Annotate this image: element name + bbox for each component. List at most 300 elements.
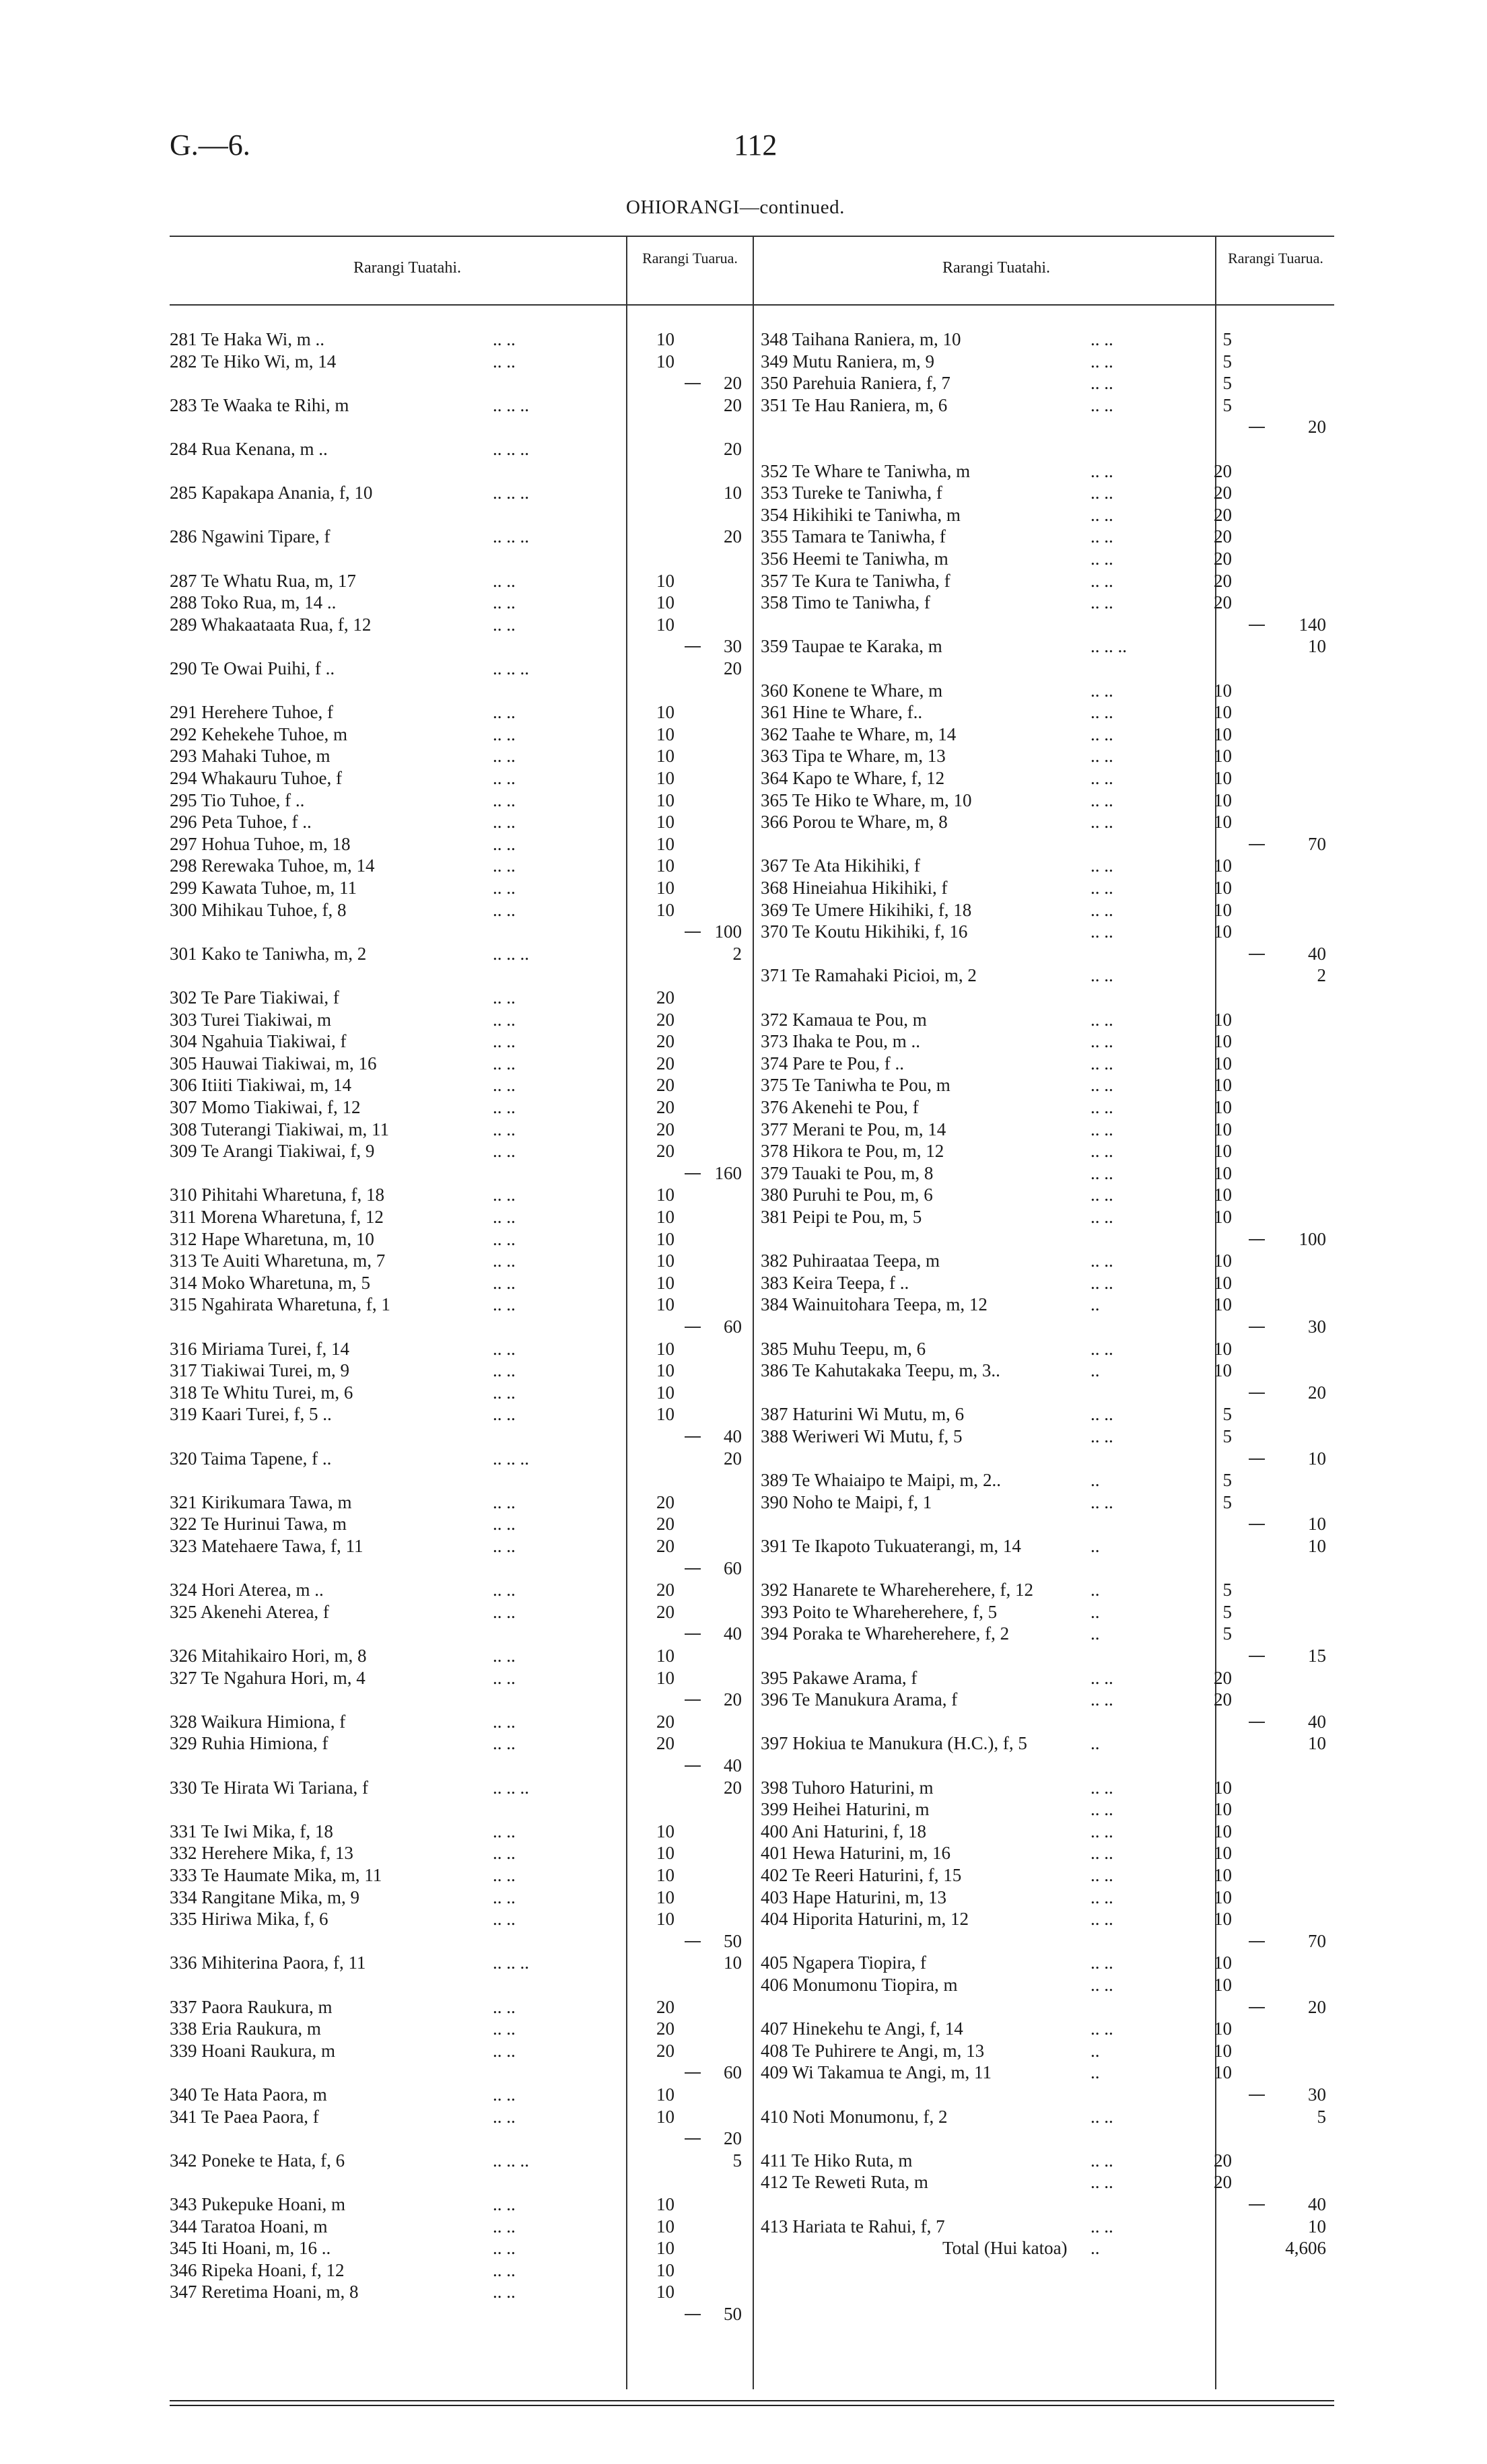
- entry-name: 385 Muhu Teepu, m, 6: [761, 1338, 926, 1359]
- entry-name: 285 Kapakapa Anania, f, 10: [170, 483, 373, 503]
- table-row: [761, 1623, 1334, 1645]
- subtotal-row: [170, 921, 749, 943]
- share-value: 10: [1214, 1097, 1232, 1117]
- leader-dots: .. .. ..: [493, 394, 529, 415]
- entry-name: 395 Pakawe Arama, f: [761, 1667, 918, 1688]
- entry-name: 320 Taima Tapene, f ..: [170, 1448, 332, 1469]
- share-value: 10: [656, 1843, 675, 1864]
- spacer-row: [170, 1469, 749, 1491]
- leader-dots: .. ..: [1091, 2150, 1113, 2171]
- leader-dots: .. ..: [493, 1294, 516, 1315]
- share-value: 20: [656, 1053, 675, 1073]
- table-row: [761, 1491, 1334, 1514]
- table-row: [761, 504, 1334, 526]
- entry-name: 292 Kehekehe Tuhoe, m: [170, 724, 347, 744]
- entry-name: 314 Moko Wharetuna, m, 5: [170, 1272, 370, 1293]
- document-reference: G.—6.: [170, 129, 250, 162]
- entry-name: 336 Mihiterina Paora, f, 11: [170, 1952, 366, 1973]
- table-row: [761, 1425, 1334, 1448]
- table-row: [170, 2216, 749, 2238]
- table-row: [761, 1535, 1334, 1557]
- table-row: [761, 1119, 1334, 1141]
- subtotal-value: 40: [1308, 1711, 1326, 1732]
- subtotal-dash: [685, 931, 701, 933]
- table-row: [170, 1030, 749, 1053]
- share-value: 20: [656, 1097, 675, 1117]
- entry-name: 369 Te Umere Hikihiki, f, 18: [761, 899, 972, 920]
- table-row: [761, 1601, 1334, 1623]
- share-value: 20: [656, 1491, 675, 1512]
- leader-dots: .. ..: [1091, 373, 1113, 394]
- table-row: [761, 2106, 1334, 2128]
- entry-name: 362 Taahe te Whare, m, 14: [761, 724, 957, 744]
- entry-name: 310 Pihitahi Wharetuna, f, 18: [170, 1185, 384, 1205]
- table-row: [761, 899, 1334, 921]
- table-row: [170, 987, 749, 1009]
- table-row: [761, 548, 1334, 570]
- leader-dots: .. ..: [493, 1404, 516, 1425]
- share-value: 10: [656, 329, 675, 349]
- leader-dots: .. ..: [493, 812, 516, 833]
- entry-name: 313 Te Auiti Wharetuna, m, 7: [170, 1251, 386, 1271]
- share-value: 10: [656, 1667, 675, 1688]
- table-row: [170, 833, 749, 855]
- leader-dots: .. ..: [1091, 592, 1113, 613]
- share-value: 10: [656, 855, 675, 876]
- table-row: [761, 1579, 1334, 1601]
- subtotal-row: [170, 1162, 749, 1185]
- subtotal-row: [761, 1382, 1334, 1404]
- subtotal-row: [170, 1316, 749, 1338]
- subtotal-value: 160: [714, 1162, 742, 1183]
- leader-dots: .. ..: [493, 1009, 516, 1030]
- entry-name: 318 Te Whitu Turei, m, 6: [170, 1382, 353, 1403]
- table-row: [761, 680, 1334, 702]
- entry-name: 394 Poraka te Whareherehere, f, 2: [761, 1623, 1010, 1644]
- leader-dots: .. ..: [1091, 921, 1113, 942]
- table-row: [170, 1250, 749, 1272]
- spacer-row: [170, 1798, 749, 1821]
- entry-name: 328 Waikura Himiona, f: [170, 1711, 346, 1732]
- table-row: [170, 482, 749, 504]
- table-row: [761, 964, 1334, 987]
- entry-name: 384 Wainuitohara Teepa, m, 12: [761, 1294, 988, 1315]
- share-value: 10: [1214, 1952, 1232, 1973]
- entry-name: Total (Hui katoa): [942, 2238, 1068, 2259]
- share-value: 10: [1214, 1887, 1232, 1907]
- share-value: 10: [656, 1251, 675, 1271]
- leader-dots: .. ..: [1091, 483, 1113, 503]
- share-value: 10: [1214, 1865, 1232, 1885]
- entry-name: 331 Te Iwi Mika, f, 18: [170, 1821, 333, 1841]
- share-value: 10: [656, 1360, 675, 1381]
- table-row: [761, 635, 1334, 658]
- entry-name: 299 Kawata Tuhoe, m, 11: [170, 878, 357, 898]
- leader-dots: ..: [1091, 1360, 1100, 1381]
- subtotal-dash: [1249, 2095, 1265, 2096]
- leader-dots: .. ..: [493, 833, 516, 854]
- table-row: [761, 811, 1334, 833]
- table-row: [761, 701, 1334, 724]
- subtotal-dash: [685, 1941, 701, 1942]
- leader-dots: .. ..: [1091, 1097, 1113, 1117]
- entry-name: 376 Akenehi te Pou, f: [761, 1097, 919, 1117]
- entry-name: 307 Momo Tiakiwai, f, 12: [170, 1097, 361, 1117]
- table-row: [170, 855, 749, 877]
- entry-name: 398 Tuhoro Haturini, m: [761, 1777, 934, 1798]
- leader-dots: .. ..: [1091, 1865, 1113, 1885]
- subtotal-value: 40: [1308, 2194, 1326, 2214]
- table-row: [761, 1842, 1334, 1864]
- table-row: [170, 614, 749, 636]
- subtotal-value: 100: [1299, 1228, 1326, 1249]
- spacer-row: [170, 416, 749, 438]
- share-value: 10: [1214, 1777, 1232, 1798]
- entry-name: 340 Te Hata Paora, m: [170, 2084, 327, 2105]
- subtotal-dash: [685, 1327, 701, 1328]
- leader-dots: .. ..: [493, 987, 516, 1008]
- subtotal-row: [761, 2193, 1334, 2216]
- share-value: 10: [656, 1404, 675, 1425]
- entry-name: 321 Kirikumara Tawa, m: [170, 1491, 352, 1512]
- share-value: 10: [1214, 1207, 1232, 1227]
- entry-name: 330 Te Hirata Wi Tariana, f: [170, 1777, 369, 1798]
- entry-name: 381 Peipi te Pou, m, 5: [761, 1207, 922, 1227]
- share-value: 10: [1214, 1909, 1232, 1930]
- subtotal-value: 5: [732, 2150, 742, 2171]
- leader-dots: .. ..: [1091, 1119, 1113, 1139]
- table-row: [170, 1294, 749, 1316]
- leader-dots: .. .. ..: [493, 439, 529, 459]
- table-row: [761, 460, 1334, 483]
- entry-name: 291 Herehere Tuhoe, f: [170, 702, 333, 723]
- table-row: [761, 1360, 1334, 1382]
- entry-name: 319 Kaari Turei, f, 5 ..: [170, 1404, 332, 1425]
- entry-name: 343 Pukepuke Hoani, m: [170, 2194, 345, 2214]
- share-value: 10: [1214, 680, 1232, 701]
- table-row: [170, 1360, 749, 1382]
- spacer-row: [761, 658, 1334, 680]
- leader-dots: .. ..: [493, 1097, 516, 1117]
- entry-name: 349 Mutu Raniera, m, 9: [761, 351, 934, 372]
- entry-name: 309 Te Arangi Tiakiwai, f, 9: [170, 1141, 375, 1162]
- share-value: 10: [656, 1228, 675, 1249]
- entry-name: 298 Rerewaka Tuhoe, m, 14: [170, 855, 375, 876]
- share-value: 10: [1214, 899, 1232, 920]
- leader-dots: .. ..: [1091, 1251, 1113, 1271]
- subtotal-dash: [1249, 1656, 1265, 1657]
- entry-name: 352 Te Whare te Taniwha, m: [761, 460, 971, 481]
- entry-name: 348 Taihana Raniera, m, 10: [761, 329, 961, 349]
- subtotal-value: 70: [1308, 1930, 1326, 1951]
- entry-name: 412 Te Reweti Ruta, m: [761, 2172, 928, 2193]
- table-row: [761, 328, 1334, 351]
- entry-name: 281 Te Haka Wi, m ..: [170, 329, 324, 349]
- entry-name: 338 Eria Raukura, m: [170, 2018, 321, 2039]
- leader-dots: .. ..: [493, 351, 516, 372]
- table-row: [170, 1908, 749, 1930]
- subtotal-dash: [1249, 1327, 1265, 1328]
- subtotal-row: [761, 1711, 1334, 1733]
- leader-dots: .. ..: [1091, 1821, 1113, 1841]
- subtotal-value: 2: [1317, 965, 1326, 986]
- table-row: [170, 1184, 749, 1206]
- leader-dots: .. ..: [493, 1711, 516, 1732]
- share-value: 20: [656, 1141, 675, 1162]
- table-row: [761, 2062, 1334, 2084]
- entry-name: 410 Noti Monumonu, f, 2: [761, 2106, 948, 2127]
- subtotal-value: 30: [1308, 1316, 1326, 1337]
- share-value: 10: [656, 702, 675, 723]
- subtotal-value: 10: [724, 1952, 742, 1973]
- leader-dots: .. ..: [493, 1251, 516, 1271]
- share-value: 10: [656, 2216, 675, 2237]
- share-value: 10: [656, 351, 675, 372]
- leader-dots: .. .. ..: [493, 483, 529, 503]
- share-value: 10: [656, 746, 675, 767]
- entry-name: 391 Te Ikapoto Tukuaterangi, m, 14: [761, 1536, 1021, 1556]
- share-value: 10: [656, 724, 675, 744]
- share-value: 10: [1214, 812, 1232, 833]
- entry-name: 337 Paora Raukura, m: [170, 1996, 333, 2017]
- leader-dots: .. ..: [1091, 724, 1113, 744]
- entry-name: 409 Wi Takamua te Angi, m, 11: [761, 2062, 992, 2083]
- entry-name: 350 Parehuia Raniera, f, 7: [761, 373, 950, 394]
- leader-dots: .. ..: [493, 1075, 516, 1096]
- entry-name: 322 Te Hurinui Tawa, m: [170, 1514, 347, 1535]
- subtotal-value: 2: [732, 943, 742, 964]
- spacer-row: [170, 964, 749, 987]
- leader-dots: .. ..: [493, 878, 516, 898]
- right-name-header: Rarangi Tuatahi.: [942, 259, 1050, 277]
- leader-dots: .. ..: [1091, 1031, 1113, 1052]
- share-value: 5: [1222, 394, 1232, 415]
- subtotal-dash: [1249, 954, 1265, 955]
- leader-dots: .. ..: [493, 1821, 516, 1841]
- leader-dots: ..: [1091, 2062, 1100, 2083]
- leader-dots: .. ..: [493, 1382, 516, 1403]
- table-row: [170, 877, 749, 899]
- leader-dots: .. ..: [493, 1360, 516, 1381]
- entry-name: 288 Toko Rua, m, 14 ..: [170, 592, 337, 613]
- spacer-row: [170, 460, 749, 483]
- leader-dots: .. ..: [1091, 1975, 1113, 1995]
- entry-name: 345 Iti Hoani, m, 16 ..: [170, 2238, 331, 2259]
- table-top-rule: [170, 236, 1334, 237]
- leader-dots: .. ..: [493, 614, 516, 635]
- subtotal-dash: [1249, 1722, 1265, 1723]
- leader-dots: .. ..: [493, 724, 516, 744]
- leader-dots: .. ..: [493, 1601, 516, 1622]
- share-value: 10: [656, 1207, 675, 1227]
- table-row: [170, 1074, 749, 1096]
- table-row: [761, 1206, 1334, 1228]
- table-row: [170, 328, 749, 351]
- table-row: [170, 438, 749, 460]
- table-row: [170, 526, 749, 548]
- table-row: [761, 570, 1334, 592]
- table-row: [170, 2259, 749, 2282]
- table-row: [761, 1009, 1334, 1031]
- subtotal-value: 60: [724, 2062, 742, 2083]
- table-row: [170, 2018, 749, 2040]
- leader-dots: .. ..: [493, 1909, 516, 1930]
- leader-dots: ..: [1091, 1580, 1100, 1600]
- entry-name: 304 Ngahuia Tiakiwai, f: [170, 1031, 347, 1052]
- entry-name: 396 Te Manukura Arama, f: [761, 1689, 958, 1710]
- leader-dots: ..: [1091, 1470, 1100, 1491]
- leader-dots: .. ..: [1091, 965, 1113, 986]
- table-row: [170, 2040, 749, 2062]
- entry-name: 341 Te Paea Paora, f: [170, 2106, 319, 2127]
- subtotal-value: 10: [1308, 2216, 1326, 2237]
- subtotal-value: 140: [1299, 614, 1326, 635]
- share-value: 10: [1214, 2062, 1232, 2083]
- subtotal-row: [170, 1755, 749, 1777]
- table-row: [761, 592, 1334, 614]
- share-value: 20: [656, 1031, 675, 1052]
- subtotal-dash: [1249, 1393, 1265, 1394]
- entry-name: 346 Ripeka Hoani, f, 12: [170, 2259, 345, 2280]
- entry-name: 413 Hariata te Rahui, f, 7: [761, 2216, 945, 2237]
- subtotal-value: 40: [724, 1755, 742, 1775]
- leader-dots: .. ..: [1091, 2018, 1113, 2039]
- table-row: [761, 1798, 1334, 1821]
- entry-name: 366 Porou te Whare, m, 8: [761, 812, 948, 833]
- subtotal-row: [761, 1228, 1334, 1251]
- subtotal-row: [761, 833, 1334, 855]
- share-value: 20: [1214, 504, 1232, 525]
- subtotal-dash: [685, 646, 701, 647]
- leader-dots: .. .. ..: [493, 1777, 529, 1798]
- subtotal-dash: [685, 1699, 701, 1701]
- table-row: [170, 1228, 749, 1251]
- entry-name: 377 Merani te Pou, m, 14: [761, 1119, 946, 1139]
- subtotal-row: [170, 372, 749, 394]
- spacer-row: [761, 1557, 1334, 1580]
- entry-name: 402 Te Reeri Haturini, f, 15: [761, 1865, 962, 1885]
- entry-name: 405 Ngapera Tiopira, f: [761, 1952, 926, 1973]
- entry-name: 327 Te Ngahura Hori, m, 4: [170, 1667, 366, 1688]
- total-row: [761, 2237, 1334, 2259]
- leader-dots: .. ..: [493, 1031, 516, 1052]
- share-value: 10: [656, 2282, 675, 2302]
- subtotal-value: 15: [1308, 1646, 1326, 1666]
- share-value: 10: [1214, 1360, 1232, 1381]
- share-value: 5: [1222, 1491, 1232, 1512]
- leader-dots: .. ..: [493, 789, 516, 810]
- share-value: 10: [1214, 789, 1232, 810]
- subtotal-dash: [685, 1765, 701, 1767]
- share-value: 20: [1214, 570, 1232, 591]
- share-value: 20: [1214, 526, 1232, 547]
- leader-dots: .. ..: [1091, 526, 1113, 547]
- grand-total-value: 4,606: [1285, 2238, 1326, 2259]
- leader-dots: .. ..: [493, 2216, 516, 2237]
- entry-name: 379 Tauaki te Pou, m, 8: [761, 1162, 934, 1183]
- table-row: [170, 1601, 749, 1623]
- entry-name: 333 Te Haumate Mika, m, 11: [170, 1865, 382, 1885]
- share-value: 10: [656, 768, 675, 788]
- entry-name: 334 Rangitane Mika, m, 9: [170, 1887, 359, 1907]
- share-value: 10: [656, 2084, 675, 2105]
- share-value: 10: [1214, 1821, 1232, 1841]
- subtotal-dash: [685, 2072, 701, 2074]
- share-value: 10: [656, 1887, 675, 1907]
- leader-dots: .. ..: [493, 592, 516, 613]
- table-row: [761, 482, 1334, 504]
- leader-dots: ..: [1091, 2040, 1100, 2061]
- entry-name: 363 Tipa te Whare, m, 13: [761, 746, 946, 767]
- entry-name: 353 Tureke te Taniwha, f: [761, 483, 942, 503]
- entry-name: 303 Turei Tiakiwai, m: [170, 1009, 332, 1030]
- entry-name: 367 Te Ata Hikihiki, f: [761, 855, 920, 876]
- entry-name: 351 Te Hau Raniera, m, 6: [761, 394, 948, 415]
- table-row: [170, 1535, 749, 1557]
- share-value: 20: [1214, 460, 1232, 481]
- share-value: 20: [656, 1514, 675, 1535]
- entry-name: 407 Hinekehu te Angi, f, 14: [761, 2018, 963, 2039]
- entry-name: 354 Hikihiki te Taniwha, m: [761, 504, 961, 525]
- table-row: [170, 1821, 749, 1843]
- subtotal-value: 10: [1308, 1448, 1326, 1469]
- table-row: [761, 877, 1334, 899]
- share-value: 10: [1214, 1053, 1232, 1073]
- entry-name: 294 Whakauru Tuhoe, f: [170, 768, 342, 788]
- leader-dots: .. ..: [493, 1580, 516, 1600]
- share-value: 10: [1214, 1141, 1232, 1162]
- table-row: [761, 1689, 1334, 1711]
- subtotal-value: 20: [1308, 1996, 1326, 2017]
- leader-dots: .. ..: [493, 1865, 516, 1885]
- leader-dots: .. ..: [493, 1536, 516, 1556]
- share-value: 10: [1214, 2018, 1232, 2039]
- leader-dots: .. .. ..: [493, 1448, 529, 1469]
- leader-dots: .. ..: [493, 2282, 516, 2302]
- spacer-row: [761, 2127, 1334, 2150]
- entry-name: 401 Hewa Haturini, m, 16: [761, 1843, 950, 1864]
- entry-name: 393 Poito te Whareherehere, f, 5: [761, 1601, 998, 1622]
- table-row: [170, 1338, 749, 1360]
- spacer-row: [170, 2171, 749, 2193]
- share-value: 5: [1222, 1623, 1232, 1644]
- leader-dots: .. ..: [1091, 1075, 1113, 1096]
- entry-name: 284 Rua Kenana, m ..: [170, 439, 328, 459]
- subtotal-dash: [1249, 1941, 1265, 1942]
- leader-dots: .. .. ..: [493, 526, 529, 547]
- leader-dots: .. ..: [493, 1053, 516, 1073]
- entry-name: 403 Hape Haturini, m, 13: [761, 1887, 946, 1907]
- entry-name: 390 Noho te Maipi, f, 1: [761, 1491, 932, 1512]
- table-row: [761, 526, 1334, 548]
- entry-name: 382 Puhiraataa Teepa, m: [761, 1251, 940, 1271]
- entry-name: 404 Hiporita Haturini, m, 12: [761, 1909, 969, 1930]
- leader-dots: .. ..: [1091, 680, 1113, 701]
- subtotal-value: 50: [724, 2304, 742, 2324]
- subtotal-value: 20: [724, 658, 742, 678]
- leader-dots: .. ..: [1091, 549, 1113, 569]
- table-row: [170, 2281, 749, 2303]
- share-value: 5: [1222, 1404, 1232, 1425]
- spacer-row: [170, 680, 749, 702]
- subtotal-value: 60: [724, 1557, 742, 1578]
- entry-name: 373 Ihaka te Pou, m ..: [761, 1031, 920, 1052]
- leader-dots: .. ..: [493, 1733, 516, 1754]
- entry-name: 282 Te Hiko Wi, m, 14: [170, 351, 337, 372]
- entry-name: 406 Monumonu Tiopira, m: [761, 1975, 958, 1995]
- subtotal-value: 40: [1308, 943, 1326, 964]
- table-row: [170, 2106, 749, 2128]
